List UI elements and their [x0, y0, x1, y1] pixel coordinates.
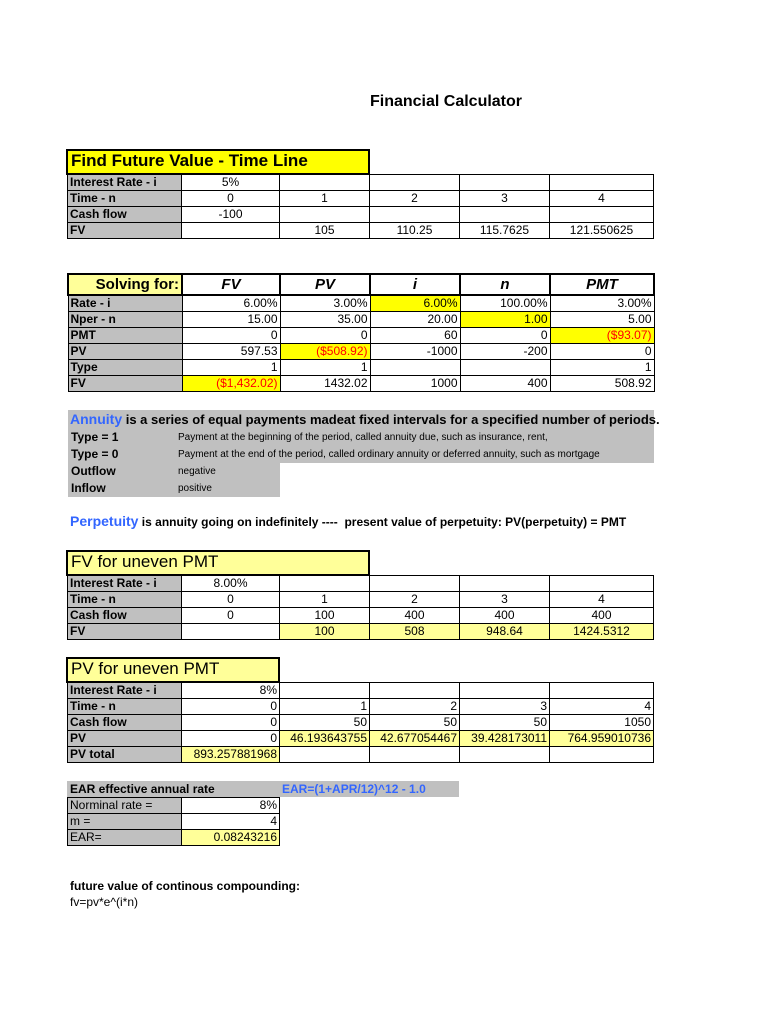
annuity-item — [68, 429, 654, 446]
column-header: PV — [280, 274, 370, 295]
column-header: n — [460, 274, 550, 295]
row-label: EAR= — [68, 830, 182, 846]
column-header: FV — [182, 274, 280, 295]
row-label: FV — [68, 376, 182, 392]
cell[interactable] — [460, 175, 550, 191]
cell[interactable]: 508 — [370, 624, 460, 640]
cell[interactable] — [550, 175, 654, 191]
row-label: PV — [68, 731, 182, 747]
fv-timeline-header: Find Future Value - Time Line — [66, 149, 370, 175]
cell[interactable]: 4 — [182, 814, 280, 830]
cell[interactable]: 6.00% — [370, 295, 460, 312]
perpetuity-term: Perpetuity — [70, 513, 139, 529]
cell[interactable]: 6.00% — [182, 295, 280, 312]
cell[interactable]: 35.00 — [280, 312, 370, 328]
cell[interactable]: 50 — [460, 715, 550, 731]
annuity-section — [68, 410, 660, 497]
table-header-row — [68, 274, 654, 295]
annuity-item-value: Payment at the beginning of the period, called annuity due, such as insurance, rent, — [178, 429, 654, 446]
annuity-item-value: Payment at the end of the period, called ordinary annuity or deferred annuity, such as mortgage — [178, 446, 654, 463]
cell[interactable] — [370, 207, 460, 223]
cell[interactable]: 1 — [280, 592, 370, 608]
cell[interactable] — [460, 360, 550, 376]
cell[interactable] — [280, 576, 370, 592]
cell[interactable]: 0.08243216 — [182, 830, 280, 846]
table-row — [68, 344, 654, 360]
cell[interactable]: 0 — [550, 344, 654, 360]
cell[interactable]: 0 — [182, 328, 280, 344]
cell[interactable]: 893.257881968 — [182, 747, 280, 763]
cell[interactable]: 110.25 — [370, 223, 460, 239]
table-row — [68, 814, 280, 830]
cell[interactable]: 764.959010736 — [550, 731, 654, 747]
cell[interactable]: 115.7625 — [460, 223, 550, 239]
row-label: m = — [68, 814, 182, 830]
continuous-formula: fv=pv*e^(i*n) — [70, 895, 138, 909]
row-label: Interest Rate - i — [68, 683, 182, 699]
ear-table — [67, 797, 280, 846]
cell[interactable]: 597.53 — [182, 344, 280, 360]
row-label: Nper - n — [68, 312, 182, 328]
annuity-item — [68, 463, 280, 480]
cell[interactable] — [370, 747, 460, 763]
cell[interactable] — [182, 624, 280, 640]
table-row — [68, 207, 654, 223]
cell[interactable]: 1424.5312 — [550, 624, 654, 640]
cell[interactable]: -100 — [182, 207, 280, 223]
annuity-item-key: Type = 1 — [68, 429, 178, 446]
cell[interactable]: ($508.92) — [280, 344, 370, 360]
cell[interactable] — [550, 683, 654, 699]
cell[interactable]: 0 — [182, 191, 280, 207]
cell[interactable]: 400 — [460, 608, 550, 624]
cell[interactable]: 948.64 — [460, 624, 550, 640]
cell[interactable] — [460, 207, 550, 223]
row-label: Time - n — [68, 592, 182, 608]
table-row — [68, 360, 654, 376]
cell[interactable]: 2 — [370, 191, 460, 207]
column-header: PMT — [550, 274, 654, 295]
table-row — [68, 592, 654, 608]
cell[interactable]: 20.00 — [370, 312, 460, 328]
table-row — [68, 624, 654, 640]
cell[interactable]: 46.193643755 — [280, 731, 370, 747]
cell[interactable] — [550, 207, 654, 223]
cell[interactable] — [280, 683, 370, 699]
cell[interactable] — [460, 683, 550, 699]
cell[interactable]: 1432.02 — [280, 376, 370, 392]
cell[interactable]: 42.677054467 — [370, 731, 460, 747]
perpetuity-text: is annuity going on indefinitely ---- present value of perpetuity: PV(perpetuity) = PMT — [138, 515, 627, 529]
cell[interactable]: 400 — [370, 608, 460, 624]
table-row — [68, 328, 654, 344]
cell[interactable]: 39.428173011 — [460, 731, 550, 747]
cell[interactable]: 8.00% — [182, 576, 280, 592]
row-label: PV total — [68, 747, 182, 763]
annuity-item-value: negative — [178, 463, 280, 480]
cell[interactable]: 5% — [182, 175, 280, 191]
cell[interactable]: 1000 — [370, 376, 460, 392]
row-label: Interest Rate - i — [68, 175, 182, 191]
table-row — [68, 747, 654, 763]
row-label: Norminal rate = — [68, 798, 182, 814]
cell[interactable]: 0 — [182, 731, 280, 747]
column-header: i — [370, 274, 460, 295]
cell[interactable]: 1 — [280, 699, 370, 715]
row-label: Cash flow — [68, 608, 182, 624]
table-row — [68, 798, 280, 814]
cell[interactable]: 4 — [550, 191, 654, 207]
annuity-item-key: Outflow — [68, 463, 178, 480]
annuity-text: is a series of equal payments madeat fixed intervals for a specified number of periods. — [122, 412, 660, 427]
cell[interactable]: 50 — [280, 715, 370, 731]
cell[interactable] — [460, 576, 550, 592]
cell[interactable]: 105 — [280, 223, 370, 239]
cell[interactable]: 60 — [370, 328, 460, 344]
row-label: Time - n — [68, 191, 182, 207]
cell[interactable]: 1.00 — [460, 312, 550, 328]
table-row — [68, 830, 280, 846]
table-row — [68, 295, 654, 312]
cell[interactable]: 3 — [460, 699, 550, 715]
table-row — [68, 715, 654, 731]
cell[interactable]: 1 — [280, 360, 370, 376]
cell[interactable]: 100 — [280, 608, 370, 624]
cell[interactable]: 1 — [280, 191, 370, 207]
cell[interactable]: 3 — [460, 191, 550, 207]
fv-uneven-header: FV for uneven PMT — [66, 550, 370, 576]
cell[interactable]: 0 — [182, 608, 280, 624]
cell[interactable]: 0 — [280, 328, 370, 344]
table-row — [68, 576, 654, 592]
cell[interactable]: 2 — [370, 699, 460, 715]
cell[interactable]: 0 — [182, 592, 280, 608]
cell[interactable]: 3 — [460, 592, 550, 608]
row-label: Interest Rate - i — [68, 576, 182, 592]
cell[interactable] — [280, 175, 370, 191]
ear-formula: EAR=(1+APR/12)^12 - 1.0 — [279, 781, 459, 797]
table-row — [68, 175, 654, 191]
cell[interactable] — [370, 576, 460, 592]
cell[interactable] — [460, 747, 550, 763]
annuity-item — [68, 446, 654, 463]
row-label: FV — [68, 223, 182, 239]
cell[interactable]: 3.00% — [550, 295, 654, 312]
annuity-item-key: Inflow — [68, 480, 178, 497]
table-row — [68, 608, 654, 624]
cell[interactable] — [550, 747, 654, 763]
table-row — [68, 699, 654, 715]
cell[interactable] — [280, 207, 370, 223]
annuity-definition — [68, 410, 660, 429]
cell[interactable]: 0 — [460, 328, 550, 344]
cell[interactable] — [370, 360, 460, 376]
cell[interactable]: 400 — [460, 376, 550, 392]
cell[interactable]: 50 — [370, 715, 460, 731]
table-row — [68, 376, 654, 392]
cell[interactable]: -200 — [460, 344, 550, 360]
cell[interactable]: 3.00% — [280, 295, 370, 312]
row-label: PV — [68, 344, 182, 360]
pv-uneven-header: PV for uneven PMT — [66, 657, 280, 683]
cell[interactable]: 100.00% — [460, 295, 550, 312]
row-label: Time - n — [68, 699, 182, 715]
table-row — [68, 683, 654, 699]
table-row — [68, 731, 654, 747]
cell[interactable]: 5.00 — [550, 312, 654, 328]
cell[interactable]: 15.00 — [182, 312, 280, 328]
ear-label: EAR effective annual rate — [67, 781, 279, 797]
perpetuity-line — [70, 513, 660, 529]
cell[interactable] — [370, 683, 460, 699]
cell[interactable]: 4 — [550, 592, 654, 608]
row-label: PMT — [68, 328, 182, 344]
cell[interactable]: 1 — [182, 360, 280, 376]
cell[interactable]: 0 — [182, 699, 280, 715]
cell[interactable]: 400 — [550, 608, 654, 624]
fv-timeline-table — [67, 174, 654, 239]
cell[interactable]: 0 — [182, 715, 280, 731]
annuity-item-key: Type = 0 — [68, 446, 178, 463]
row-label: Type — [68, 360, 182, 376]
table-row — [68, 312, 654, 328]
cell[interactable]: 1050 — [550, 715, 654, 731]
row-label: FV — [68, 624, 182, 640]
annuity-term: Annuity — [70, 411, 123, 427]
row-label: Cash flow — [68, 715, 182, 731]
cell[interactable]: 8% — [182, 798, 280, 814]
table-row — [68, 191, 654, 207]
solving-header: Solving for: — [68, 274, 182, 295]
row-label: Rate - i — [68, 295, 182, 312]
annuity-item-value: positive — [178, 480, 280, 497]
table-row — [68, 223, 654, 239]
annuity-item — [68, 480, 280, 497]
cell[interactable]: ($93.07) — [550, 328, 654, 344]
cell[interactable]: 508.92 — [550, 376, 654, 392]
cell[interactable]: 121.550625 — [550, 223, 654, 239]
cell[interactable]: 1 — [550, 360, 654, 376]
cell[interactable]: 2 — [370, 592, 460, 608]
pv-uneven-table — [67, 682, 654, 763]
fv-uneven-table — [67, 575, 654, 640]
cell[interactable] — [550, 576, 654, 592]
cell[interactable]: 100 — [280, 624, 370, 640]
cell[interactable] — [280, 747, 370, 763]
cell[interactable] — [370, 175, 460, 191]
cell[interactable]: ($1,432.02) — [182, 376, 280, 392]
cell[interactable] — [182, 223, 280, 239]
cell[interactable]: 8% — [182, 683, 280, 699]
cell[interactable]: -1000 — [370, 344, 460, 360]
page-title: Financial Calculator — [369, 93, 523, 110]
cell[interactable]: 4 — [550, 699, 654, 715]
row-label: Cash flow — [68, 207, 182, 223]
continuous-label: future value of continous compounding: — [70, 879, 300, 893]
solving-table — [67, 273, 655, 392]
